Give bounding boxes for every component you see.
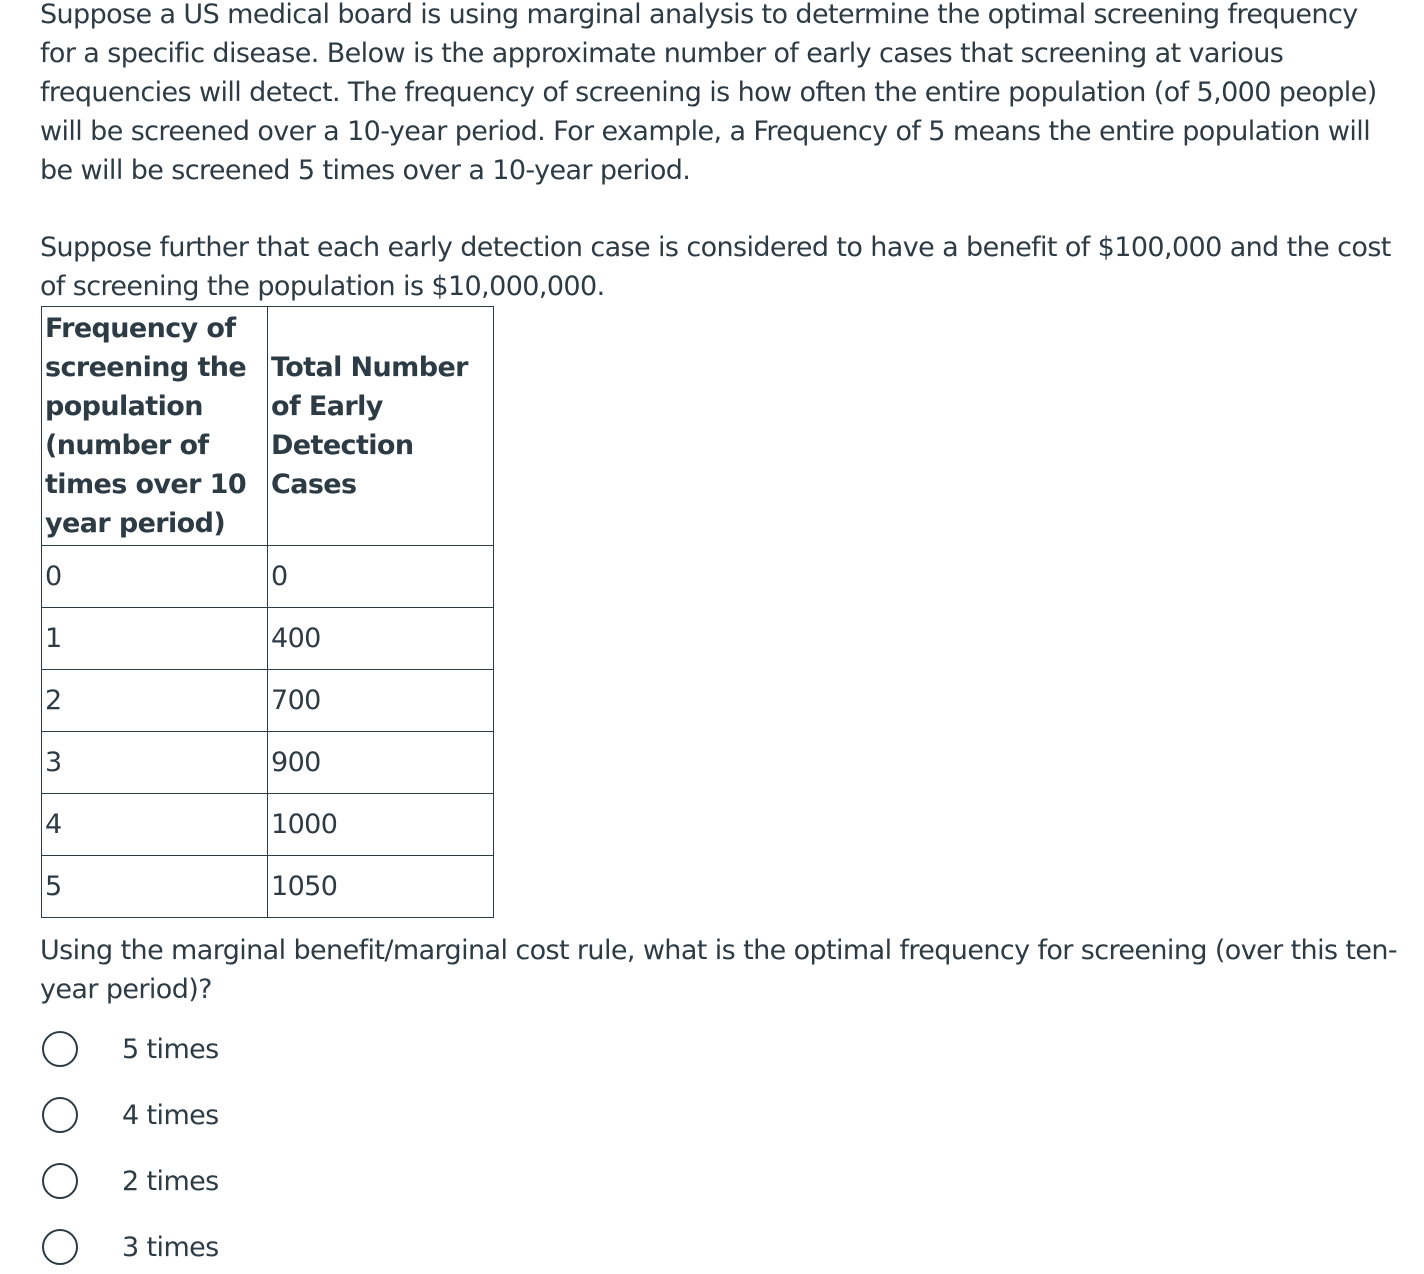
cell-frequency: 0 [42,546,268,608]
table-row [42,856,494,918]
cell-cases: 900 [268,732,494,794]
radio-button-icon[interactable] [42,1031,78,1067]
table-row [42,732,494,794]
cell-frequency: 4 [42,794,268,856]
cell-cases: 0 [268,546,494,608]
cell-cases: 1000 [268,794,494,856]
answer-option-4-times[interactable] [42,1093,219,1137]
answer-option-5-times[interactable] [42,1027,219,1071]
intro-paragraph-1: Suppose a US medical board is using marginal analysis to determine the optimal screening frequency for a specific disease. Below is the approximate number of early cases that screening at various frequencies will detect. The frequency of screening is how often the entire population (of 5,000 people) will be screened over a 10-year period. For example, a Frequency of 5 means the entire population will be will be screened 5 times over a 10-year period. [40,0,1377,186]
table-row [42,608,494,670]
option-label[interactable]: 5 times [122,1033,219,1065]
cell-cases: 700 [268,670,494,732]
table-row [42,670,494,732]
table-header-row [42,307,494,546]
cell-cases: 400 [268,608,494,670]
option-label[interactable]: 2 times [122,1165,219,1197]
answer-option-3-times[interactable] [42,1225,219,1269]
intro-paragraph-2: Suppose further that each early detection case is considered to have a benefit of $100,000 and the cost of screening the population is $10,000,000. [40,232,1391,302]
cell-frequency: 5 [42,856,268,918]
option-label[interactable]: 4 times [122,1099,219,1131]
table-row [42,546,494,608]
cell-frequency: 3 [42,732,268,794]
radio-button-icon[interactable] [42,1229,78,1265]
screening-table [41,306,494,918]
header-cases: Total Number of Early Detection Cases [268,307,494,546]
radio-button-icon[interactable] [42,1097,78,1133]
cell-frequency: 1 [42,608,268,670]
cell-cases: 1050 [268,856,494,918]
table-row [42,794,494,856]
option-label[interactable]: 3 times [122,1231,219,1263]
header-frequency: Frequency of screening the population (number of times over 10 year period) [42,307,268,546]
answer-option-2-times[interactable] [42,1159,219,1203]
radio-button-icon[interactable] [42,1163,78,1199]
cell-frequency: 2 [42,670,268,732]
question-text: Using the marginal benefit/marginal cost rule, what is the optimal frequency for screening (over this ten-year period)? [40,935,1398,1005]
